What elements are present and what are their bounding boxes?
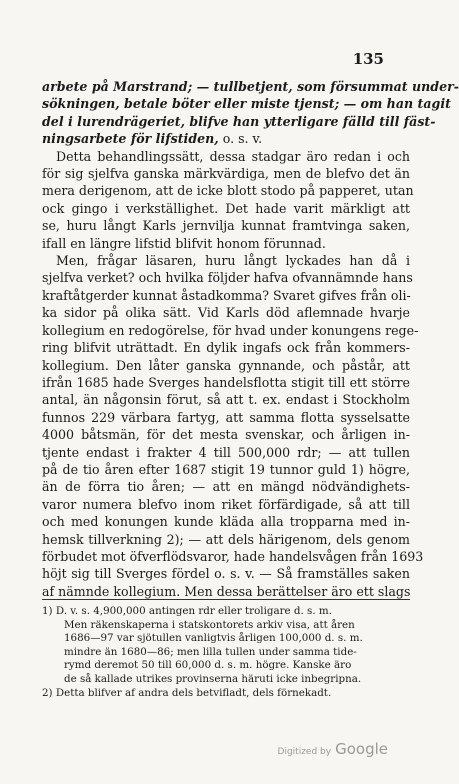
paragraph-line: än de förra tio åren; — att en mängd nödvändighets- [42, 479, 410, 495]
mixed-line-roman: o. s. v. [218, 131, 263, 147]
footnotes [42, 605, 410, 700]
paragraph-line: funnos 229 värbara fartyg, att samma flotta sysselsatte [42, 409, 410, 425]
paragraph-line: ifall en längre lifstid blifvit honom förunnad. [42, 235, 326, 251]
body-text [42, 78, 459, 600]
watermark-prefix: Digitized by [277, 747, 332, 757]
footnote-line: Men räkenskaperna i statskontorets arkiv visa, att åren [64, 618, 355, 631]
watermark-brand: Google [335, 740, 388, 758]
paragraph-line: höjt sig till Sverges fördel o. s. v. — Så framställes saken [42, 566, 410, 582]
page-number: 135 [352, 50, 384, 68]
footnote-line: 1686—97 var sjötullen vanligtvis årligen 100,000 d. s. m. [64, 632, 363, 645]
mixed-line-italic: ningsarbete för lifstiden, [42, 131, 219, 147]
italic-line-2: sökningen, betale böter eller miste tjenst; — om han tagit [42, 96, 451, 112]
paragraph-line: varor numera blefvo inom riket förfärdigade, så att till [42, 496, 410, 512]
paragraph-line: kollegium en redogörelse, för hvad under konungens rege- [42, 322, 419, 338]
watermark [278, 740, 388, 758]
footnote-rule [42, 599, 410, 600]
paragraph-line: och med konungen kunde kläda alla tropparna med in- [42, 514, 410, 530]
paragraph-line: sjelfva verket? och hvilka följder hafva ofvannämnde hans [42, 270, 413, 286]
paragraph-line: förbudet mot öfverflödsvaror, hade handelsvågen från 1693 [42, 548, 424, 564]
paragraph-line: hemsk tillverkning 2); — att dels härigenom, dels genom [42, 531, 410, 547]
paragraph-line: antal, än någonsin förut, så att t. ex. endast i Stockholm [42, 392, 410, 408]
paragraph-line: se, huru långt Karls jernvilja kunnat framtvinga saken, [42, 218, 410, 234]
footnote-line: rymd deremot 50 till 60,000 d. s. m. högre. Kanske äro [64, 659, 352, 672]
footnote-line: 2) Detta blifver af andra dels betvifladt, dels förnekadt. [42, 686, 332, 699]
paragraph-line: Detta behandlingssätt, dessa stadgar äro redan i och [56, 148, 410, 164]
paragraph-line: ka sidor på olika sätt. Vid Karls död aflemnade hvarje [42, 305, 410, 321]
paragraph-line: ifrån 1685 hade Sverges handelsflotta stigit till ett större [42, 374, 410, 390]
mixed-line [42, 130, 410, 147]
italic-line-3: del i lurendrägeriet, blifve han ytterligare fälld till fäst- [42, 113, 436, 129]
paragraph-line: tjente endast i frakter 4 till 500,000 rdr; — att tullen [42, 444, 410, 460]
paragraph-line: kraftåtgerder kunnat åstadkomma? Svaret gifves från oli- [42, 287, 411, 303]
italic-line-1: arbete på Marstrand; — tullbetjent, som försummat under- [42, 79, 459, 94]
paragraph-line: mera derigenom, att de icke blott stodo på papperet, utan [42, 183, 414, 199]
paragraph-line: ock gingo i verkställighet. Det hade varit märkligt att [42, 200, 410, 216]
footnote-line: mindre än 1680—86; men lilla tullen under samma tide- [64, 645, 357, 658]
paragraph-line: kollegium. Den låter ganska gynnande, och påstår, att [42, 357, 410, 373]
paragraph-line: på de tio åren efter 1687 stigit 19 tunnor guld 1) högre, [42, 461, 410, 477]
paragraph-line: af nämnde kollegium. Men dessa berättelser äro ett slags [42, 583, 411, 599]
paragraph-line: för sig sjelfva ganska märkvärdiga, men de blefvo det än [42, 166, 410, 182]
paragraph-line: ring blifvit uträttadt. En dylik ingafs ock från kommers- [42, 340, 410, 356]
paragraph-line: Men, frågar läsaren, huru långt lyckades han då i [56, 253, 410, 269]
footnote-line: 1) D. v. s. 4,900,000 antingen rdr eller troligare d. s. m. [42, 605, 332, 617]
paragraph-line: 4000 båtsmän, för det mesta svenskar, och årligen in- [42, 427, 410, 443]
footnote-line: de så kallade utrikes provinserna häruti icke inbegripna. [64, 672, 362, 685]
